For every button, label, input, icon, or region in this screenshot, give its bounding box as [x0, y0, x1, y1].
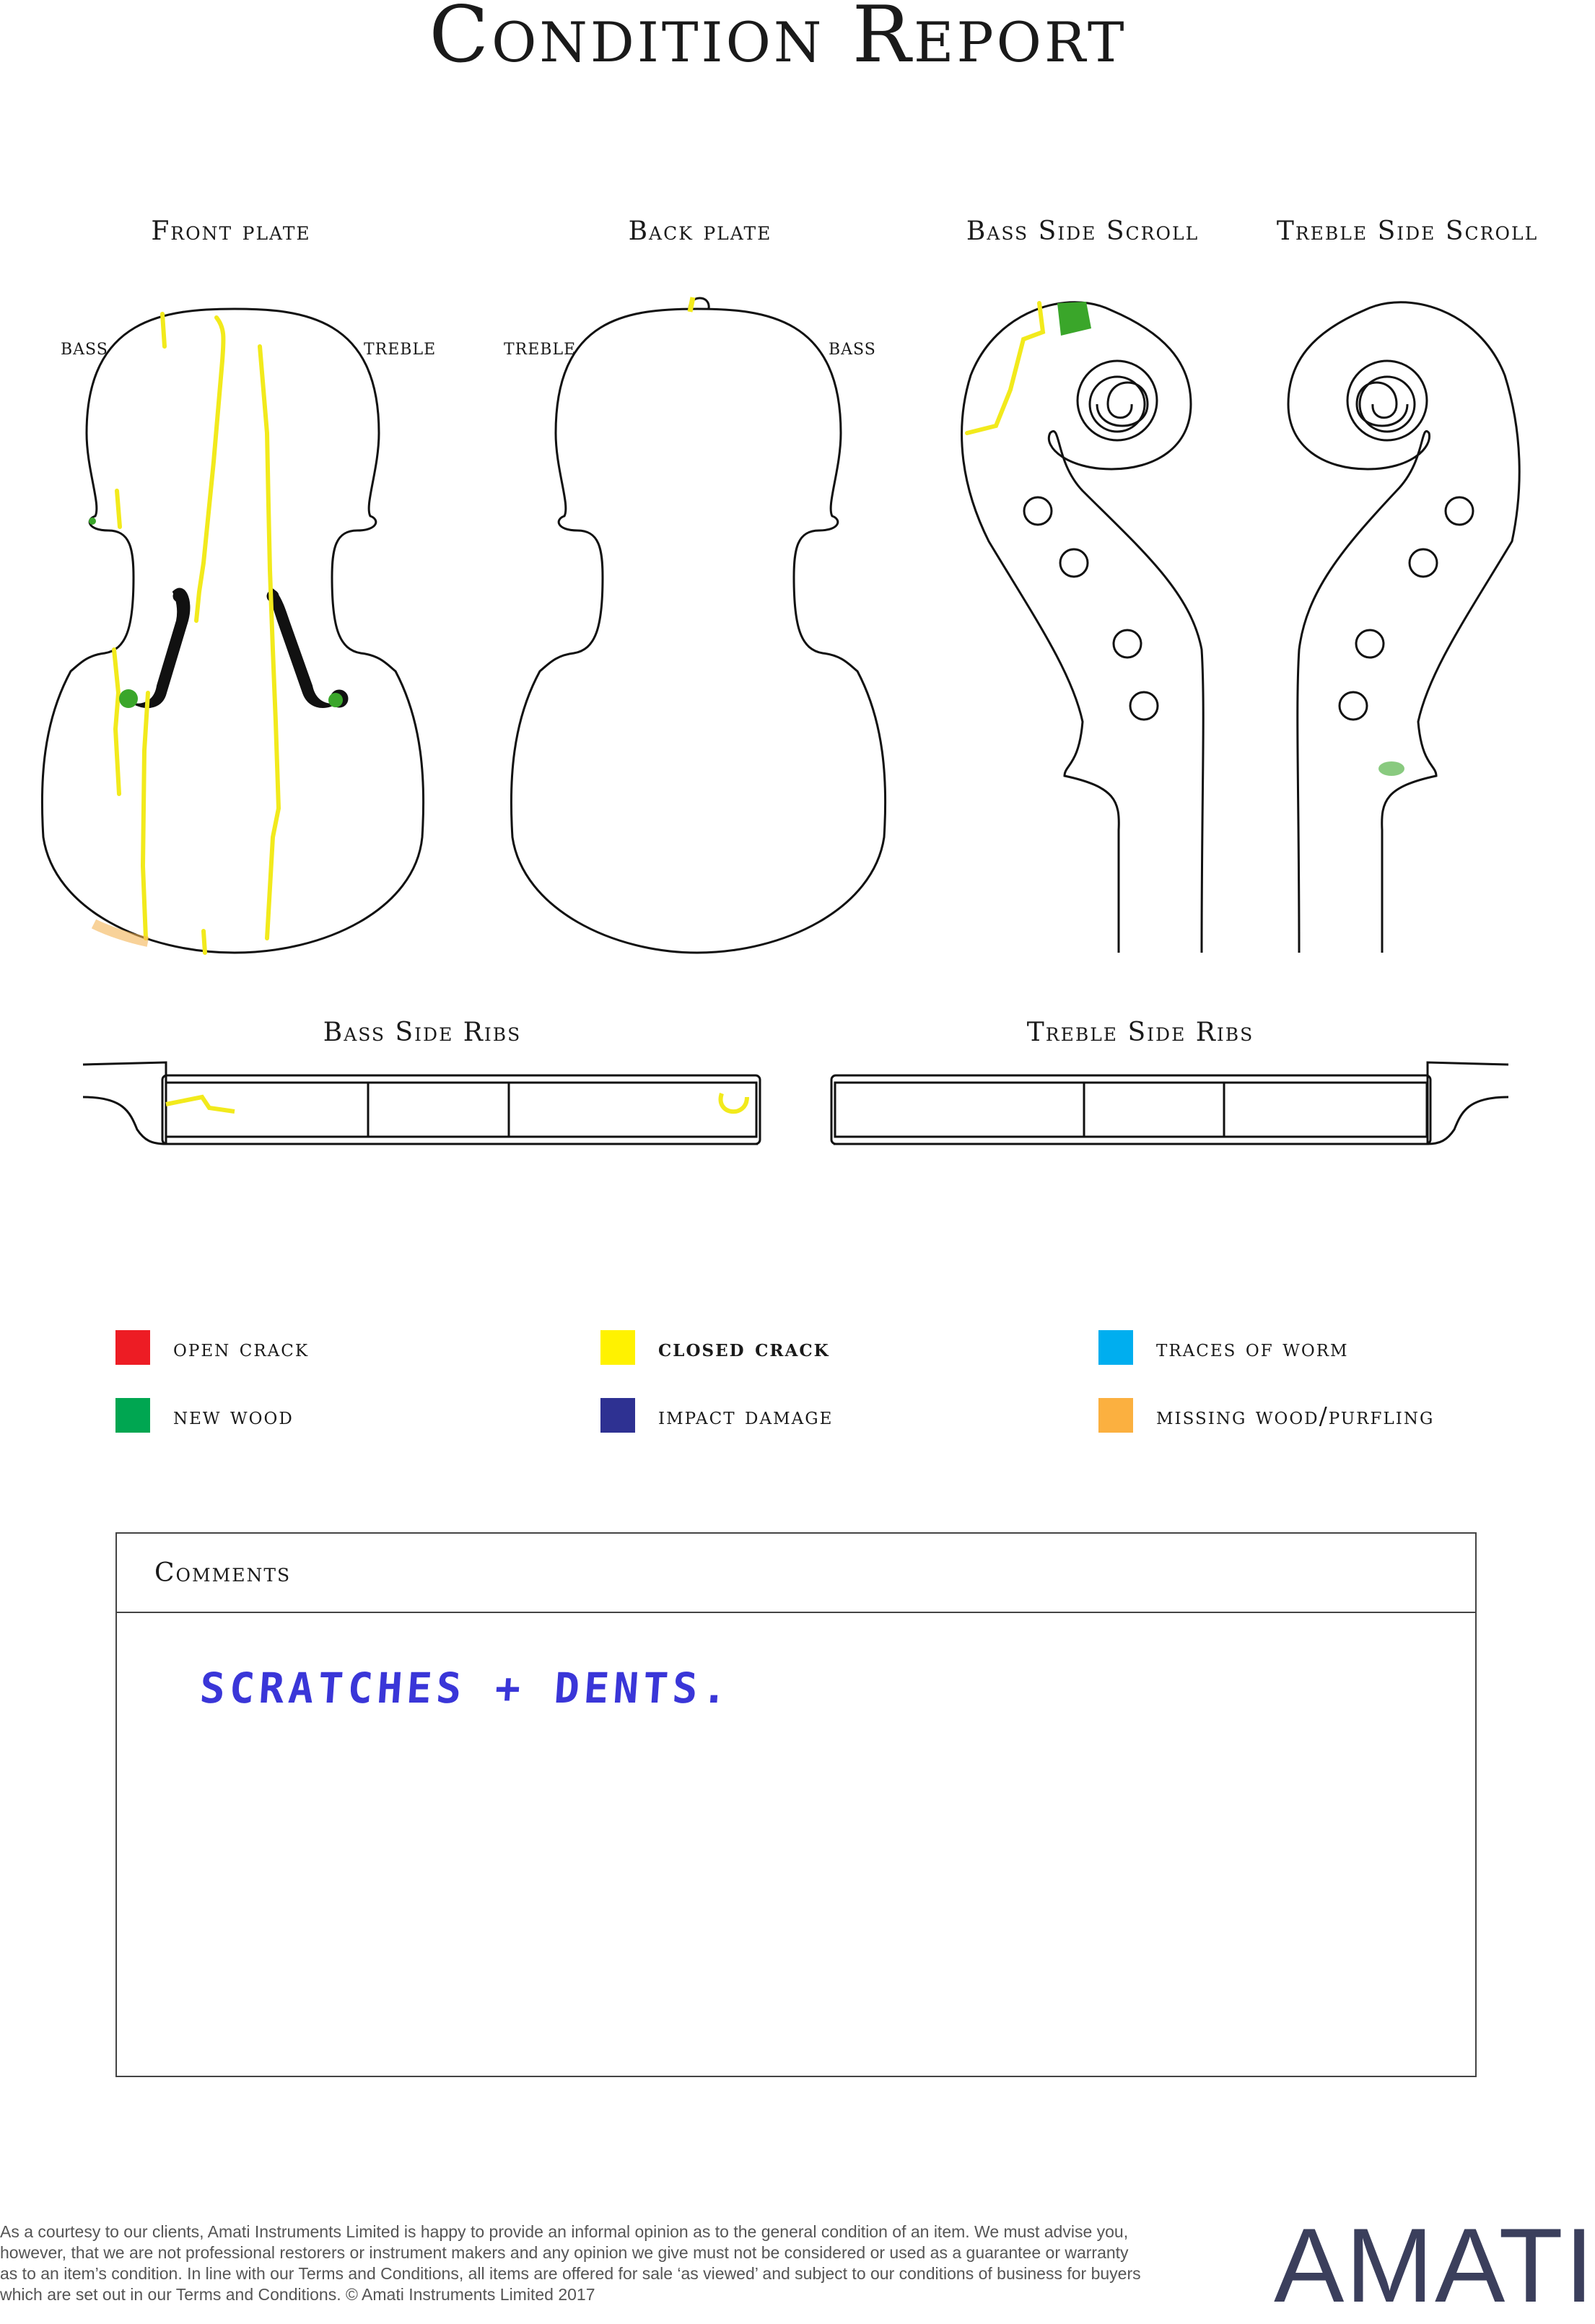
bass-ribs-crack-mark	[166, 1097, 235, 1111]
legend-closed-crack	[600, 1330, 830, 1365]
treble-side-ribs-outline	[831, 1062, 1508, 1144]
new-wood-swatch	[115, 1398, 150, 1433]
bass-side-ribs-outline	[83, 1062, 760, 1144]
legend-label: closed crack	[658, 1333, 830, 1362]
treble-scroll-new-wood-mark	[1378, 761, 1404, 776]
scroll-crack-mark	[967, 303, 1043, 433]
legend-missing-wood	[1098, 1398, 1434, 1433]
instrument-diagrams	[0, 0, 1556, 1191]
bass-side-scroll-outline	[962, 302, 1204, 953]
legend-label: traces of worm	[1156, 1333, 1349, 1362]
treble-side-scroll-title: Treble Side Scroll	[1276, 217, 1539, 246]
open-crack-swatch	[115, 1330, 150, 1365]
legend-new-wood	[115, 1398, 294, 1433]
legend-label: new wood	[173, 1401, 294, 1430]
back-treble-label: TREBLE	[504, 341, 577, 359]
treble-side-ribs-title: Treble Side Ribs	[1026, 1018, 1254, 1047]
bass-side-ribs-title: Bass Side Ribs	[323, 1018, 522, 1047]
comments-box[interactable]	[115, 1532, 1477, 2077]
back-crack-mark	[690, 297, 693, 312]
back-plate-title: Back plate	[628, 217, 772, 246]
traces-of-worm-swatch	[1098, 1330, 1133, 1365]
legend-impact-damage	[600, 1398, 833, 1433]
back-bass-label: BASS	[829, 341, 876, 359]
comments-title: Comments	[154, 1558, 292, 1588]
missing-wood-swatch	[1098, 1398, 1133, 1433]
scroll-new-wood-mark	[1057, 302, 1091, 336]
bass-ribs-crack-mark-2	[721, 1093, 747, 1111]
f-holes	[120, 589, 348, 707]
legend-label: impact damage	[658, 1401, 834, 1430]
treble-side-scroll-outline	[1288, 302, 1519, 953]
legend-label: open crack	[173, 1333, 310, 1362]
missing-wood-mark	[94, 924, 148, 942]
back-plate-outline	[511, 298, 885, 953]
front-plate-title: Front plate	[151, 217, 311, 246]
front-bass-label: BASS	[61, 341, 108, 359]
front-plate-outline	[42, 309, 423, 953]
legend-traces-of-worm	[1098, 1330, 1349, 1365]
bass-side-scroll-title: Bass Side Scroll	[966, 217, 1199, 246]
disclaimer-text: As a courtesy to our clients, Amati Instruments Limited is happy to provide an informal opinion as to the general condition of an item. We must advise you, however, that we are not professional restorers or instrument makers and any opinion we give must not be considered or used as a guarantee or warranty as to an item’s condition. In line with our Terms and Conditions, all items are offered for sale ‘as viewed’ and subject to our conditions of business for buyers which are set out in our Terms and Conditions. © Amati Instruments Limited 2017	[0, 2222, 1141, 2304]
impact-damage-swatch	[600, 1398, 635, 1433]
brand-logo: AMATI	[1274, 2206, 1595, 2324]
comments-handwritten-text: SCRATCHES + DENTS.	[198, 1664, 733, 1713]
legend-open-crack	[115, 1330, 309, 1365]
front-treble-label: TREBLE	[364, 341, 437, 359]
closed-crack-swatch	[600, 1330, 635, 1365]
page-title: Condition Report	[429, 0, 1127, 80]
legend-label: missing wood/purfling	[1156, 1401, 1435, 1430]
comments-header	[117, 1534, 1475, 1613]
front-plate-crack-markings	[114, 314, 279, 953]
